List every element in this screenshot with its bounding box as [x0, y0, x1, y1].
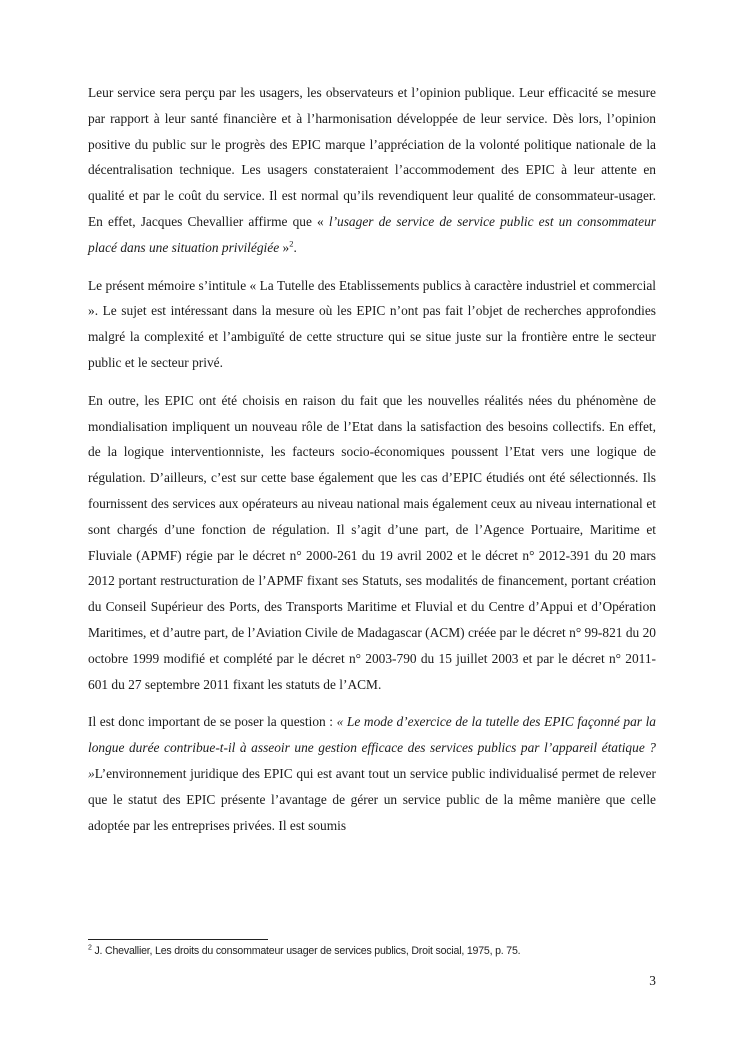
- footnote-text: J. Chevallier, Les droits du consommateur usager de services publics, Droit social, 1975, p. 75.: [91, 945, 521, 957]
- footnote-reference[interactable]: 2: [289, 238, 294, 249]
- chevallier-quote: l’usager de service de service public est un consommateur placé dans une situation privilégiée: [88, 213, 656, 255]
- footnote: [88, 944, 656, 958]
- paragraph-1: [88, 80, 656, 261]
- footnote-number: 2: [88, 944, 92, 952]
- paragraph-1-text: Leur service sera perçu par les usagers, les observateurs et l’opinion publique. Leur efficacité se mesure par rapport à leur santé financière et à l’harmonisation développée de leur service. Dès lors, l’opinion positive du public sur le progrès des EPIC marque l’appréciation de la volonté politique nationale de la décentralisation technique. Les usagers constateraient l’accommodement des EPIC à leur attente en qualité et par le coût du service. Il est normal qu’ils revendiquent leur qualité de consommateur-usager. En effet, Jacques Chevallier affirme que «: [88, 85, 656, 229]
- footnote-separator: [88, 939, 268, 940]
- research-question: « Le mode d’exercice de la tutelle des EPIC façonné par la longue durée contribue-t-il à asseoir une gestion efficace des services publics par l’appareil étatique ? »: [88, 714, 656, 781]
- paragraph-1-end: .: [293, 239, 297, 255]
- paragraph-4-rest: L’environnement juridique des EPIC qui est avant tout un service public individualisé permet de relever que le statut des EPIC présente l’avantage de gérer un service public de la même manière que celle adoptée par les entreprises privées. Il est soumis: [88, 765, 656, 833]
- page-body: [88, 80, 656, 850]
- paragraph-2: Le présent mémoire s’intitule « La Tutelle des Etablissements publics à caractère industriel et commercial ». Le sujet est intéressant dans la mesure où les EPIC n’ont pas fait l’objet de recherches approfondies malgré la complexité et l’ambiguïté de cette structure qui se situe juste sur la frontière entre le secteur public et le secteur privé.: [88, 277, 656, 370]
- paragraph-4-lead: Il est donc important de se poser la question :: [88, 714, 337, 730]
- paragraph-4: [88, 709, 656, 838]
- page-number: 3: [649, 973, 656, 988]
- quote-close: »: [279, 239, 290, 255]
- paragraph-3: En outre, les EPIC ont été choisis en raison du fait que les nouvelles réalités nées du phénomène de mondialisation impliquent un nouveau rôle de l’Etat dans la satisfaction des besoins collectifs. En effet, de la logique interventionniste, les facteurs socio-économiques poussent l’Etat vers une logique de régulation. D’ailleurs, c’est sur cette base également que les cas d’EPIC étudiés ont été sélectionnés. Ils fournissent des services aux opérateurs au niveau national mais également ceux au niveau international et sont chargés d’une fonction de régulation. Il s’agit d’une part, de l’Agence Portuaire, Maritime et Fluviale (APMF) régie par le décret n° 2000-261 du 19 avril 2002 et le décret n° 2012-391 du 20 mars 2012 portant restructuration de l’APMF fixant ses Statuts, ses modalités de financement, portant création du Conseil Supérieur des Ports, des Transports Maritime et Fluvial et du Centre d’Appui et d’Opération Maritimes, et d’autre part, de l’Aviation Civile de Madagascar (ACM) créée par le décret n° 99-821 du 20 octobre 1999 modifié et complété par le décret n° 2003-790 du 15 juillet 2003 et par le décret n° 2011-601 du 27 septembre 2011 fixant les statuts de l’ACM.: [88, 392, 656, 692]
